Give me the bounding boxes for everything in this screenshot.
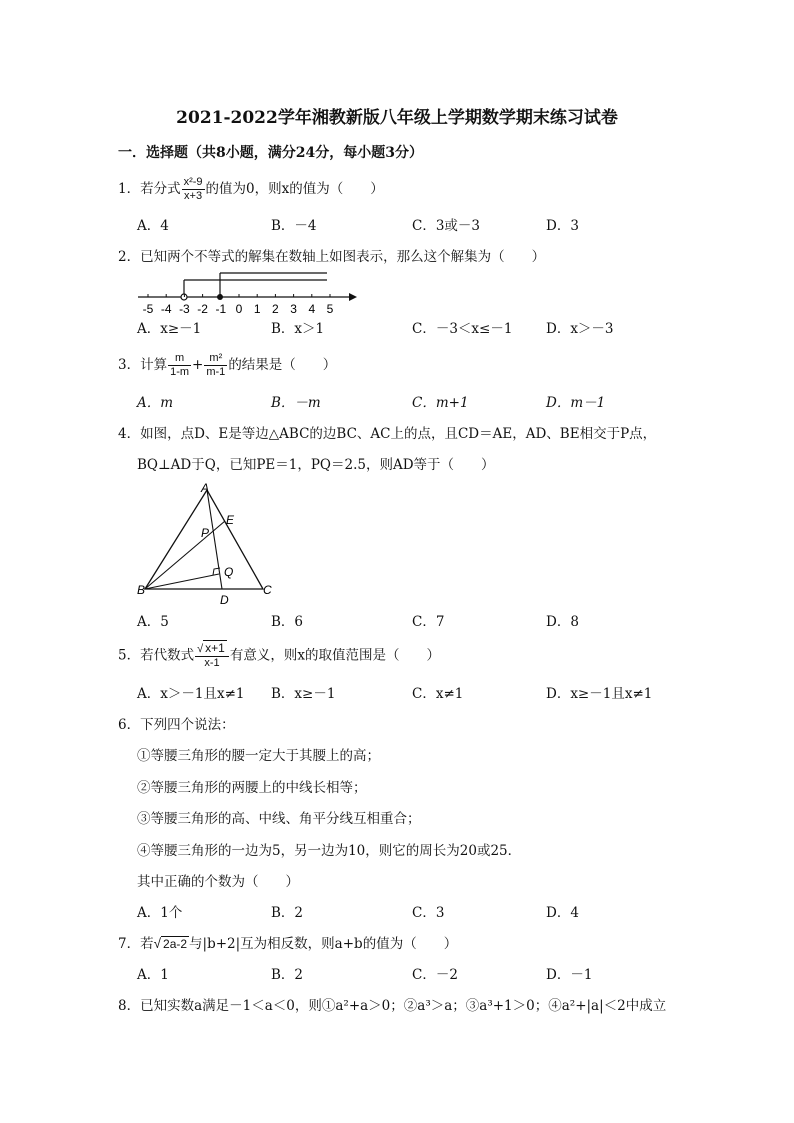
q3-option-b[interactable]: B．－m	[271, 395, 321, 411]
number-line-tick-label: 3	[290, 302, 297, 316]
q2-option-a[interactable]: A．x≥－1	[137, 321, 202, 337]
q1-option-d[interactable]: D．3	[546, 218, 579, 234]
q2-option-c[interactable]: C．－3＜x≤－1	[412, 321, 513, 337]
q3-option-d[interactable]: D．m－1	[546, 395, 606, 411]
q5-frac-den: x-1	[204, 657, 220, 669]
q3-f2-den: m-1	[206, 366, 226, 378]
q4-option-a[interactable]: A．5	[137, 614, 169, 630]
label-a: A	[201, 481, 210, 495]
q5-suffix: 有意义，则x的取值范围是（ ）	[229, 647, 440, 664]
number-line-tick-label: -5	[142, 302, 154, 316]
question-8-stem: 8．已知实数a满足－1＜a＜0，则①a²+a＞0；②a³＞a；③a³+1＞0；④a²+|a|＜2中成立	[118, 998, 667, 1014]
question-4-line-1: 4．如图，点D、E是等边△ABC的边BC、AC上的点，且CD＝AE，AD、BE相交于P点，	[118, 426, 657, 442]
page-title: 2021-2022学年湘教新版八年级上学期数学期末练习试卷	[176, 108, 618, 128]
number-line-tick-label: 1	[253, 302, 261, 316]
label-b: B	[137, 583, 146, 597]
q3-fraction-2	[204, 352, 227, 379]
q1-frac-num: x²-9	[183, 176, 203, 188]
q5-prefix: 5．若代数式	[118, 647, 195, 664]
q1-fraction	[182, 176, 205, 203]
q3-option-a[interactable]: A．m	[137, 395, 174, 411]
question-5-stem	[118, 642, 440, 670]
number-line-tick-label: 0	[235, 302, 243, 316]
q3-f2-num: m²	[204, 352, 227, 366]
q6-option-a[interactable]: A．1个	[137, 905, 183, 921]
q4-option-b[interactable]: B．6	[271, 614, 304, 630]
q1-option-a[interactable]: A．4	[137, 218, 169, 234]
label-e: E	[226, 513, 235, 527]
q3-f1-den: 1-m	[170, 366, 190, 378]
q4-option-d[interactable]: D．8	[546, 614, 579, 630]
q2-option-d[interactable]: D．x＞－3	[546, 321, 614, 337]
question-4-line-2: BQ⊥AD于Q，已知PE＝1，PQ＝2.5，则AD等于（ ）	[137, 457, 495, 473]
number-line-tick-label: -3	[179, 302, 190, 316]
q7-option-a[interactable]: A．1	[137, 967, 169, 983]
number-line-tick-label: -4	[160, 302, 172, 316]
q3-fraction-1	[168, 352, 191, 379]
question-2-stem: 2．已知两个不等式的解集在数轴上如图表示，那么这个解集为（ ）	[118, 249, 546, 265]
section-heading: 一．选择题（共8小题，满分24分，每小题3分）	[118, 145, 423, 161]
q6-statement-4: ④等腰三角形的一边为5，另一边为10，则它的周长为20或25．	[137, 843, 522, 859]
question-7-stem	[118, 937, 457, 952]
q6-statement-3: ③等腰三角形的高、中线、角平分线互相重合；	[137, 811, 421, 827]
q7-prefix: 7．若	[118, 936, 154, 952]
label-d: D	[220, 593, 229, 607]
label-c: C	[263, 583, 272, 597]
q6-question: 其中正确的个数为（ ）	[137, 874, 299, 890]
q1-frac-den: x+3	[184, 190, 203, 202]
number-line-figure	[135, 270, 365, 318]
question-1-stem	[118, 176, 384, 203]
q1-option-c[interactable]: C．3或－3	[412, 218, 481, 234]
label-q: Q	[224, 565, 234, 579]
q5-radical-sign: √	[197, 643, 204, 655]
label-p: P	[201, 526, 210, 540]
q6-statement-2: ②等腰三角形的两腰上的中线长相等；	[137, 780, 367, 796]
q5-option-c[interactable]: C．x≠1	[412, 686, 464, 702]
q3-suffix: 的结果是（ ）	[228, 357, 337, 373]
q5-option-d[interactable]: D．x≥－1且x≠1	[546, 686, 653, 702]
number-line-tick-label: 4	[308, 302, 316, 316]
q7-radical-sign: √	[153, 936, 162, 951]
q6-statement-1: ①等腰三角形的腰一定大于其腰上的高；	[137, 748, 380, 764]
question-3-stem	[118, 352, 336, 379]
q3-prefix: 3．计算	[118, 357, 168, 373]
q1-option-b[interactable]: B．－4	[271, 218, 317, 234]
q6-option-c[interactable]: C．3	[412, 905, 445, 921]
q3-plus: +	[192, 357, 204, 373]
q5-sqrt-content: x+1	[205, 641, 225, 655]
q6-option-d[interactable]: D．4	[546, 905, 579, 921]
q1-suffix: 的值为0，则x的值为（ ）	[205, 181, 384, 197]
q5-option-b[interactable]: B．x≥－1	[271, 686, 336, 702]
q7-sqrt-content: 2a-2	[163, 937, 188, 951]
q7-option-c[interactable]: C．－2	[412, 967, 458, 983]
q4-option-c[interactable]: C．7	[412, 614, 445, 630]
q3-f1-num: m	[168, 352, 191, 366]
q7-suffix: 与|b+2|互为相反数，则a+b的值为（ ）	[189, 936, 458, 952]
q5-fraction	[195, 642, 229, 670]
q3-option-c[interactable]: C．m+1	[412, 395, 469, 411]
number-line-tick-label: -2	[197, 302, 208, 316]
number-line-tick-label: -1	[215, 302, 227, 316]
q7-option-d[interactable]: D．－1	[546, 967, 593, 983]
q6-option-b[interactable]: B．2	[271, 905, 304, 921]
q5-option-a[interactable]: A．x＞－1且x≠1	[137, 686, 245, 702]
number-line-tick-label: 5	[326, 302, 334, 316]
q2-option-b[interactable]: B．x＞1	[271, 321, 325, 337]
q1-prefix: 1．若分式	[118, 181, 181, 197]
q7-option-b[interactable]: B．2	[271, 967, 304, 983]
triangle-figure	[135, 480, 285, 608]
question-6-stem: 6．下列四个说法：	[118, 717, 235, 733]
number-line-tick-label: 2	[272, 302, 279, 316]
